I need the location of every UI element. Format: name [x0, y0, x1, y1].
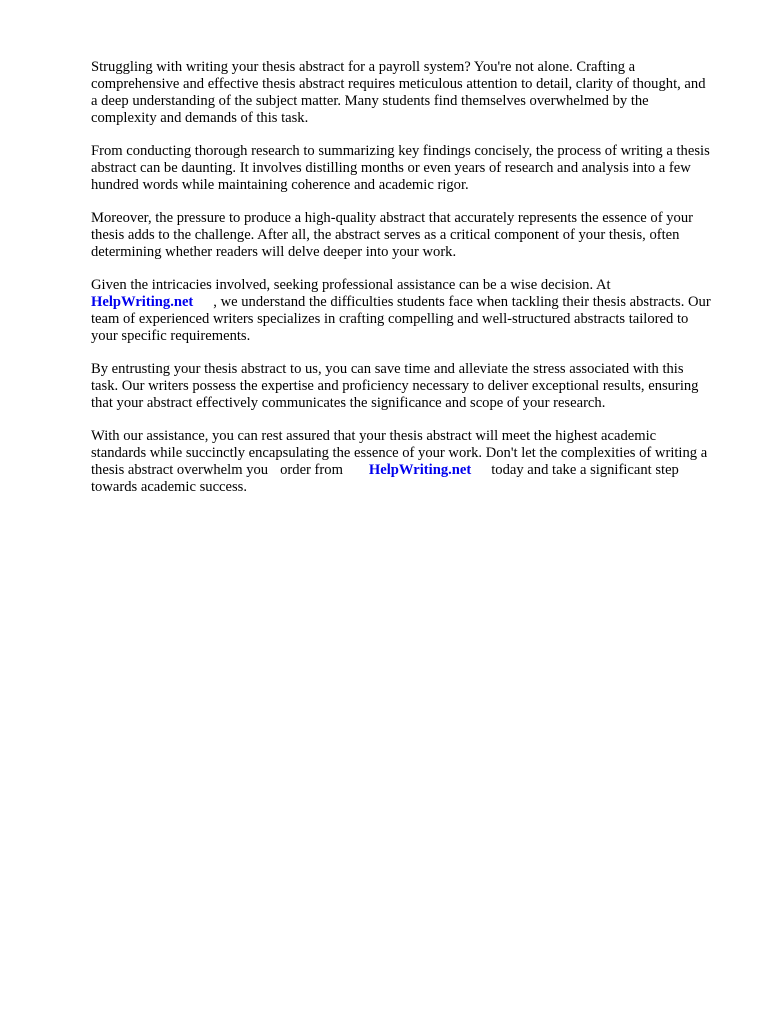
document-body [91, 59, 711, 512]
paragraph-process: From conducting thorough research to summarizing key findings concisely, the process of writing a thesis abstract can be daunting. It involves distilling months or even years of research and analysis into a few hundred words while maintaining coherence and academic rigor. [91, 143, 710, 193]
conclusion-text-after: today and take a significant step towards academic success. [91, 462, 679, 495]
paragraph-entrusting: By entrusting your thesis abstract to us, you can save time and alleviate the stress associated with this task. Our writers possess the expertise and proficiency necessary to deliver exceptional results, ensuring that your abstract effectively communicates the significance and scope of your research. [91, 361, 699, 411]
paragraph-intro: Struggling with writing your thesis abstract for a payroll system? You're not alone. Crafting a comprehensive and effective thesis abstract requires meticulous attention to detail, clarity of thought, and a deep understanding of the subject matter. Many students find themselves overwhelmed by the complexity and demands of this task. [91, 59, 706, 126]
paragraph-pressure: Moreover, the pressure to produce a high-quality abstract that accurately represents the essence of your thesis adds to the challenge. After all, the abstract serves as a critical component of your thesis, often determining whether readers will delve deeper into your work. [91, 210, 693, 260]
paragraph-conclusion [91, 428, 711, 496]
conclusion-text-before: With our assistance, you can rest assured that your thesis abstract will meet the highest academic standards while succinctly encapsulating the essence of your work. Don't let the complexities of writing a thesis abstract overwhelm you [91, 428, 708, 478]
conclusion-order-text: order from [280, 462, 343, 478]
helpwriting-link-2[interactable]: HelpWriting.net [368, 462, 472, 478]
paragraph-assistance [91, 277, 711, 345]
assistance-text-after: , we understand the difficulties students face when tackling their thesis abstracts. Our team of experienced writers specializes in crafting compelling and well-structured abstracts tailored to your specific requirements. [91, 294, 711, 344]
helpwriting-link-1[interactable]: HelpWriting.net [91, 294, 194, 310]
assistance-text-before: Given the intricacies involved, seeking professional assistance can be a wise decision. At [91, 277, 611, 293]
